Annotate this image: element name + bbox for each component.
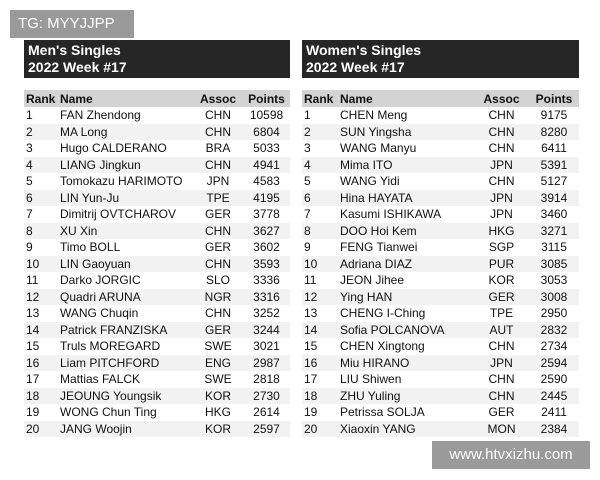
table-row	[24, 256, 290, 273]
points-cell: 5127	[540, 174, 568, 189]
table-row	[302, 289, 579, 306]
points-cell: 2590	[540, 372, 568, 387]
assoc-cell: KOR	[193, 388, 243, 405]
col-assoc: Assoc	[474, 90, 529, 107]
table-row	[302, 256, 579, 273]
name-cell: LIANG Jingkun	[58, 157, 193, 174]
table-row	[302, 140, 579, 157]
table-row	[24, 338, 290, 355]
points-cell: 10598	[249, 108, 284, 123]
points-cell: 8280	[529, 124, 579, 141]
points-cell: 2445	[529, 388, 579, 405]
assoc-cell: SGP	[488, 240, 515, 255]
table-row	[302, 322, 579, 339]
points-cell: 2594	[529, 355, 579, 372]
points-cell: 3316	[243, 289, 290, 306]
points-cell: 2411	[541, 405, 567, 420]
name-cell: FENG Tianwei	[340, 240, 418, 255]
name-cell: Timo BOLL	[60, 240, 121, 255]
name-cell: WANG Yidi	[340, 174, 400, 189]
table-row	[24, 190, 290, 207]
rank-cell: 4	[24, 157, 58, 174]
name-cell: Ying HAN	[338, 289, 474, 306]
table-row	[24, 355, 290, 372]
rank-cell: 15	[304, 339, 318, 354]
rank-cell: 1	[26, 108, 33, 123]
name-cell: WANG Chuqin	[60, 306, 139, 321]
points-cell: 4941	[243, 157, 290, 174]
rank-cell: 17	[26, 372, 40, 387]
womens-header-row	[302, 90, 579, 107]
rank-cell: 1	[304, 108, 311, 123]
name-cell: Adriana DIAZ	[338, 256, 474, 273]
table-row	[302, 355, 579, 372]
points-cell: 3914	[529, 190, 579, 207]
name-cell: XU Xin	[58, 223, 193, 240]
table-row	[24, 173, 290, 190]
table-row	[24, 272, 290, 289]
name-cell: Xiaoxin YANG	[338, 421, 474, 438]
table-row	[24, 388, 290, 405]
name-cell: DOO Hoi Kem	[338, 223, 474, 240]
rank-cell: 16	[302, 355, 338, 372]
womens-ranking-table	[302, 90, 579, 437]
name-cell: Patrick FRANZISKA	[58, 322, 193, 339]
table-row	[24, 421, 290, 438]
assoc-cell: JPN	[490, 207, 513, 222]
points-cell: 3244	[243, 322, 290, 339]
name-cell: Darko JORGIC	[60, 273, 141, 288]
rank-cell: 20	[302, 421, 338, 438]
womens-table-body	[302, 107, 579, 437]
points-cell: 4583	[253, 174, 280, 189]
watermark-tag: TG: MYYJJPP	[10, 10, 134, 38]
name-cell: LIN Gaoyuan	[58, 256, 193, 273]
rank-cell: 10	[24, 256, 58, 273]
assoc-cell: CHN	[205, 306, 231, 321]
rank-cell: 12	[24, 289, 58, 306]
table-row	[302, 371, 579, 388]
name-cell: CHEN Xingtong	[340, 339, 425, 354]
assoc-cell: GER	[474, 289, 529, 306]
assoc-cell: TPE	[193, 190, 243, 207]
table-row	[24, 140, 290, 157]
points-cell: 3115	[541, 240, 567, 255]
womens-title: Women's Singles	[306, 42, 422, 58]
rank-cell: 15	[26, 339, 40, 354]
points-cell: 3778	[253, 207, 280, 222]
assoc-cell: JPN	[206, 174, 230, 189]
name-cell: Mima ITO	[338, 157, 474, 174]
points-cell: 2987	[243, 355, 290, 372]
points-cell: 2384	[529, 421, 579, 438]
name-cell: JANG Woojin	[58, 421, 193, 438]
mens-title: Men's Singles	[28, 42, 121, 58]
rank-cell: 18	[24, 388, 58, 405]
col-name: Name	[338, 90, 474, 107]
assoc-cell: PUR	[474, 256, 529, 273]
points-cell: 3252	[253, 306, 280, 321]
points-cell: 3085	[529, 256, 579, 273]
name-cell: Kasumi ISHIKAWA	[340, 207, 442, 222]
points-cell: 2950	[540, 306, 568, 321]
rank-cell: 16	[24, 355, 58, 372]
name-cell: CHENG I-Ching	[340, 306, 426, 321]
table-row	[302, 206, 579, 223]
mens-table-body	[24, 107, 290, 437]
rank-cell: 10	[302, 256, 338, 273]
name-cell: Dimitrij OVTCHAROV	[60, 207, 176, 222]
assoc-cell: AUT	[474, 322, 529, 339]
assoc-cell: SWE	[204, 339, 232, 354]
rank-cell: 6	[24, 190, 58, 207]
rank-cell: 7	[26, 207, 33, 222]
rank-cell: 18	[302, 388, 338, 405]
rank-cell: 19	[304, 405, 318, 420]
points-cell: 3021	[253, 339, 280, 354]
table-row	[24, 223, 290, 240]
name-cell: JEOUNG Youngsik	[58, 388, 193, 405]
points-cell: 5391	[529, 157, 579, 174]
watermark-url: www.htvxizhu.com	[432, 441, 590, 469]
assoc-cell: GER	[488, 405, 515, 420]
assoc-cell: CHN	[193, 157, 243, 174]
table-row	[302, 223, 579, 240]
table-row	[24, 404, 290, 421]
assoc-cell: BRA	[205, 141, 231, 156]
womens-header	[302, 40, 579, 78]
name-cell: Sofia POLCANOVA	[338, 322, 474, 339]
rank-cell: 5	[26, 174, 33, 189]
table-row	[302, 107, 579, 124]
table-row	[302, 272, 579, 289]
assoc-cell: CHN	[488, 372, 515, 387]
rank-cell: 2	[302, 124, 338, 141]
assoc-cell: ENG	[193, 355, 243, 372]
rank-cell: 14	[24, 322, 58, 339]
name-cell: Truls MOREGARD	[60, 339, 161, 354]
table-row	[302, 124, 579, 141]
points-cell: 5033	[253, 141, 280, 156]
table-row	[302, 190, 579, 207]
points-cell: 9175	[540, 108, 568, 123]
assoc-cell: CHN	[193, 256, 243, 273]
points-cell: 3008	[529, 289, 579, 306]
assoc-cell: HKG	[474, 223, 529, 240]
name-cell: JEON Jihee	[340, 273, 405, 288]
rank-cell: 8	[24, 223, 58, 240]
rank-cell: 9	[304, 240, 311, 255]
table-row	[24, 206, 290, 223]
mens-header	[24, 40, 290, 78]
name-cell: WANG Manyu	[340, 141, 417, 156]
assoc-cell: CHN	[488, 108, 515, 123]
assoc-cell: KOR	[193, 421, 243, 438]
assoc-cell: HKG	[204, 405, 231, 420]
col-points: Points	[243, 90, 290, 107]
name-cell: Quadri ARUNA	[58, 289, 193, 306]
rank-cell: 3	[304, 141, 311, 156]
assoc-cell: CHN	[193, 124, 243, 141]
rank-cell: 7	[304, 207, 311, 222]
mens-ranking-table	[24, 90, 290, 437]
assoc-cell: TPE	[489, 306, 514, 321]
points-cell: 3336	[253, 273, 280, 288]
assoc-cell: MON	[474, 421, 529, 438]
points-cell: 2832	[529, 322, 579, 339]
mens-header-row	[24, 90, 290, 107]
assoc-cell: GER	[204, 240, 231, 255]
points-cell: 3271	[529, 223, 579, 240]
points-cell: 2614	[253, 405, 280, 420]
points-cell: 2734	[540, 339, 568, 354]
table-row	[24, 157, 290, 174]
rank-cell: 13	[304, 306, 318, 321]
rank-cell: 8	[302, 223, 338, 240]
points-cell: 3602	[253, 240, 280, 255]
assoc-cell: JPN	[474, 157, 529, 174]
table-row	[302, 338, 579, 355]
table-row	[24, 289, 290, 306]
name-cell: Hina HAYATA	[338, 190, 474, 207]
name-cell: LIN Yun-Ju	[58, 190, 193, 207]
table-row	[302, 173, 579, 190]
table-row	[302, 239, 579, 256]
table-row	[302, 421, 579, 438]
assoc-cell: SLO	[205, 273, 230, 288]
points-cell: 3593	[243, 256, 290, 273]
assoc-cell: CHN	[474, 388, 529, 405]
womens-week: 2022 Week #17	[306, 59, 405, 75]
assoc-cell: SWE	[204, 372, 232, 387]
assoc-cell: JPN	[474, 190, 529, 207]
col-rank: Rank	[302, 90, 338, 107]
womens-singles-panel	[302, 40, 579, 437]
table-row	[24, 305, 290, 322]
rank-cell: 14	[302, 322, 338, 339]
rank-cell: 2	[24, 124, 58, 141]
name-cell: FAN Zhendong	[60, 108, 141, 123]
rank-cell: 13	[26, 306, 40, 321]
assoc-cell: NGR	[193, 289, 243, 306]
points-cell: 2597	[243, 421, 290, 438]
assoc-cell: CHN	[205, 108, 231, 123]
points-cell: 3460	[540, 207, 568, 222]
mens-week: 2022 Week #17	[28, 59, 127, 75]
name-cell: Miu HIRANO	[338, 355, 474, 372]
points-cell: 4195	[243, 190, 290, 207]
rank-cell: 19	[26, 405, 40, 420]
name-cell: CHEN Meng	[340, 108, 408, 123]
points-cell: 3627	[243, 223, 290, 240]
table-row	[24, 371, 290, 388]
assoc-cell: CHN	[474, 124, 529, 141]
table-row	[302, 157, 579, 174]
name-cell: LIU Shiwen	[340, 372, 402, 387]
points-cell: 6411	[541, 141, 567, 156]
name-cell: SUN Yingsha	[338, 124, 474, 141]
name-cell: Petrissa SOLJA	[340, 405, 425, 420]
rank-cell: 20	[24, 421, 58, 438]
rank-cell: 11	[304, 273, 317, 288]
assoc-cell: GER	[193, 322, 243, 339]
points-cell: 2730	[243, 388, 290, 405]
rank-cell: 11	[26, 273, 39, 288]
name-cell: Mattias FALCK	[60, 372, 141, 387]
col-points: Points	[529, 90, 579, 107]
name-cell: Tomokazu HARIMOTO	[60, 174, 183, 189]
table-row	[24, 124, 290, 141]
rank-cell: 5	[304, 174, 311, 189]
table-row	[24, 322, 290, 339]
points-cell: 6804	[243, 124, 290, 141]
assoc-cell: CHN	[193, 223, 243, 240]
col-rank: Rank	[24, 90, 58, 107]
table-row	[302, 404, 579, 421]
mens-singles-panel	[24, 40, 290, 437]
points-cell: 2818	[253, 372, 280, 387]
name-cell: Hugo CALDERANO	[60, 141, 167, 156]
name-cell: MA Long	[58, 124, 193, 141]
table-row	[24, 107, 290, 124]
points-cell: 3053	[540, 273, 568, 288]
col-assoc: Assoc	[193, 90, 243, 107]
rank-cell: 6	[302, 190, 338, 207]
table-row	[24, 239, 290, 256]
assoc-cell: CHN	[488, 174, 515, 189]
col-name: Name	[58, 90, 193, 107]
table-row	[302, 388, 579, 405]
assoc-cell: CHN	[488, 141, 515, 156]
rank-cell: 12	[302, 289, 338, 306]
rank-cell: 3	[26, 141, 33, 156]
assoc-cell: GER	[204, 207, 231, 222]
table-row	[302, 305, 579, 322]
name-cell: WONG Chun Ting	[60, 405, 157, 420]
rank-cell: 17	[304, 372, 318, 387]
rank-cell: 4	[302, 157, 338, 174]
rank-cell: 9	[26, 240, 33, 255]
name-cell: Liam PITCHFORD	[58, 355, 193, 372]
name-cell: ZHU Yuling	[338, 388, 474, 405]
assoc-cell: CHN	[488, 339, 515, 354]
assoc-cell: JPN	[474, 355, 529, 372]
assoc-cell: KOR	[488, 273, 515, 288]
